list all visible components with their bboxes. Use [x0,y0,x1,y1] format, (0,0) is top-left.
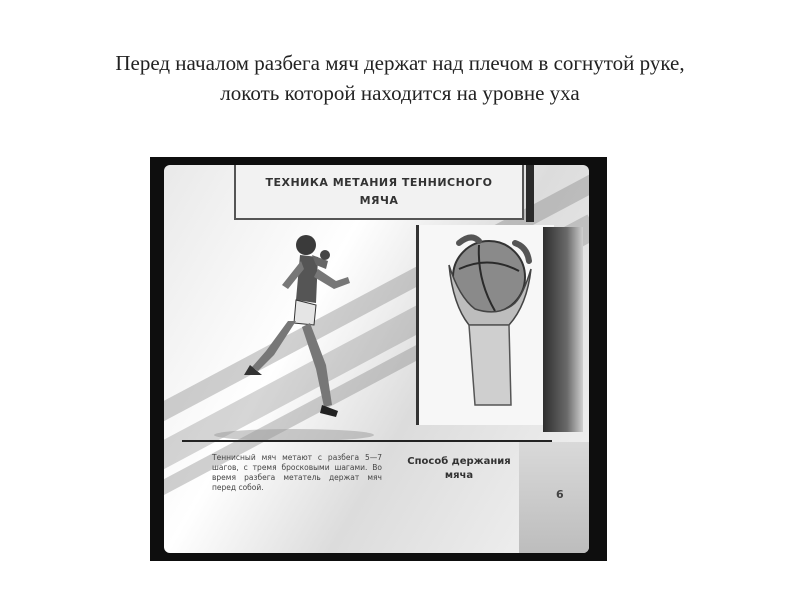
hand-caption: Способ держания мяча [407,456,511,481]
bottom-panel-shade [519,442,589,553]
filmstrip-slide [164,165,589,553]
divider-line [182,440,552,442]
slide-title: Перед началом разбега мяч держат над плечом в согнутой руке, локоть которой находится на уровне уха [115,51,685,105]
runner-illustration-icon [204,225,424,445]
filmstrip-frame [150,157,607,561]
page-number: 6 [556,488,564,501]
title-box-shadow [526,165,534,222]
hand-panel [416,225,554,425]
filmstrip-body-text: Теннисный мяч метают с разбега 5—7 шагов, с тремя бросковыми шагами. Во время разбега метатель держат мяч перед собой. [212,453,382,492]
shadow-strip [543,227,583,432]
hand-holding-ball-icon [419,225,554,425]
filmstrip-title: ТЕХНИКА МЕТАНИЯ ТЕННИСНОГО МЯЧА [234,165,524,220]
